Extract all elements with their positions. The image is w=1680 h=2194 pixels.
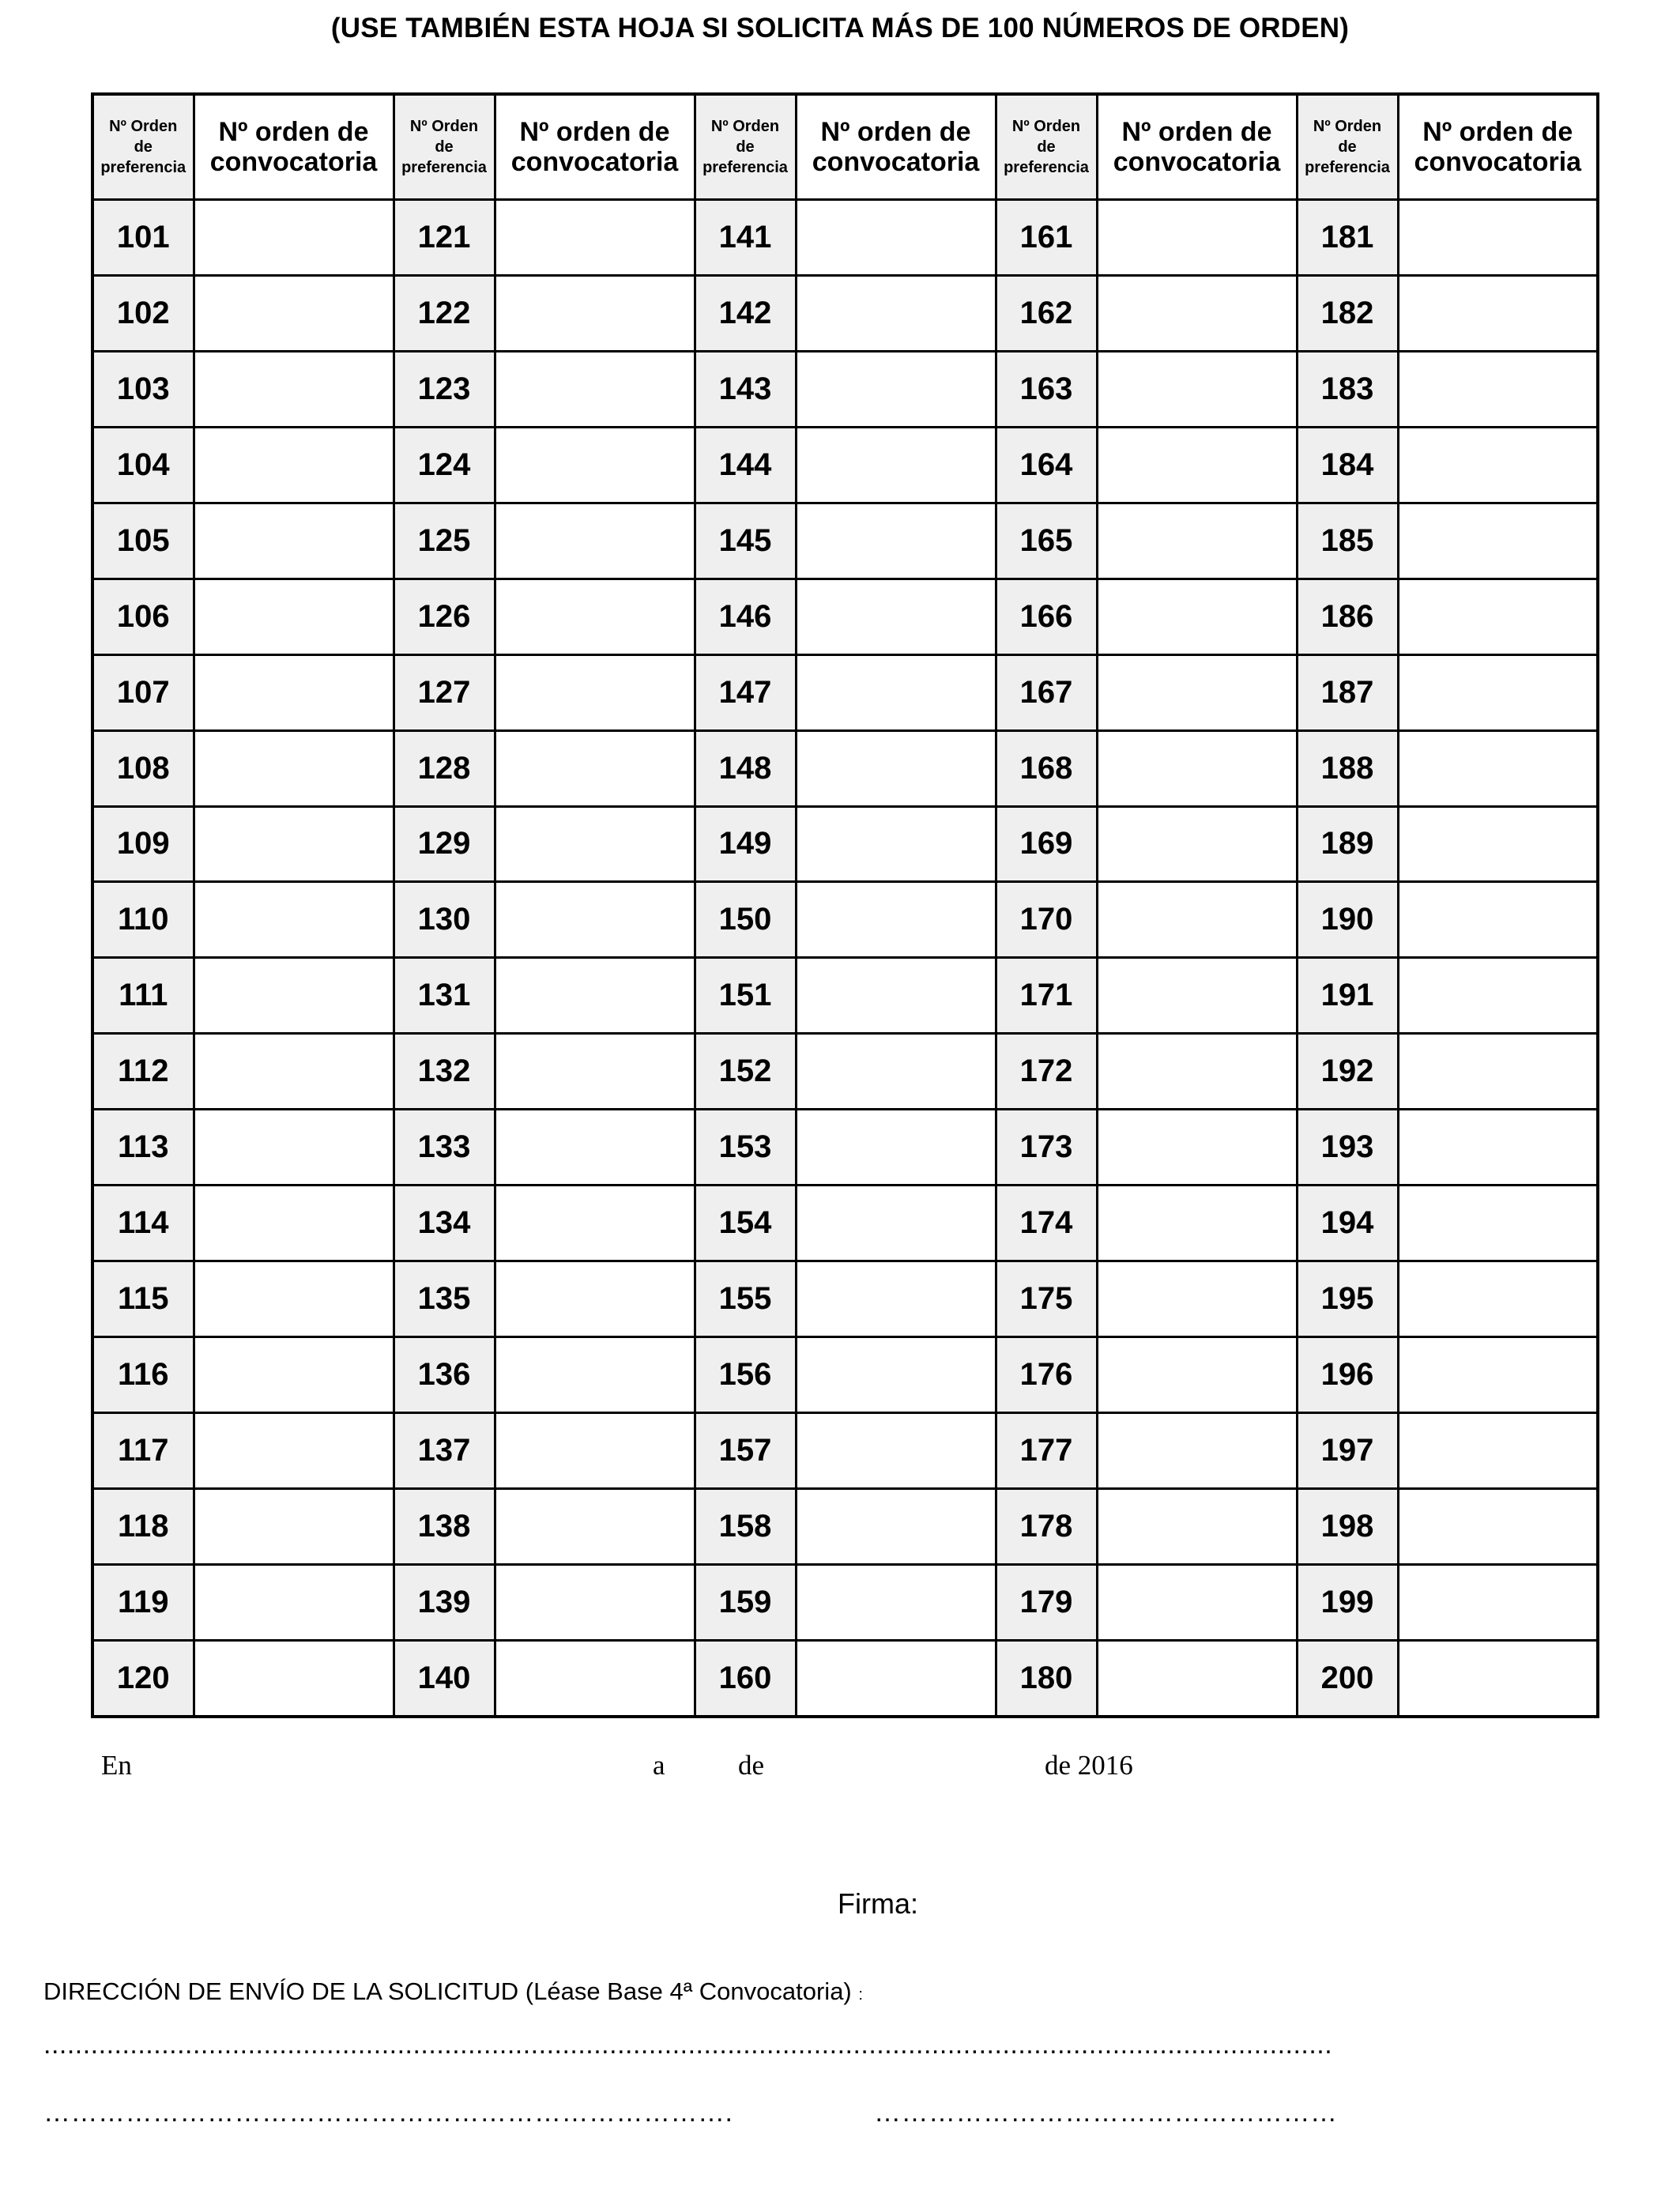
table-row bbox=[92, 1186, 1598, 1261]
address-label bbox=[43, 1977, 863, 2006]
address-line-1: .................................................................................................................................................................... bbox=[43, 2030, 1333, 2060]
preference-number: 125 bbox=[394, 503, 495, 579]
preference-number: 155 bbox=[695, 1261, 796, 1337]
convocatoria-input-cell[interactable] bbox=[796, 1337, 996, 1413]
preference-number: 102 bbox=[92, 275, 194, 351]
convocatoria-input-cell[interactable] bbox=[796, 351, 996, 427]
convocatoria-input-cell[interactable] bbox=[194, 806, 394, 882]
table-row bbox=[92, 654, 1598, 730]
convocatoria-input-cell[interactable] bbox=[1097, 1034, 1297, 1110]
preference-number: 192 bbox=[1297, 1034, 1398, 1110]
preference-number: 126 bbox=[394, 579, 495, 654]
convocatoria-input-cell[interactable] bbox=[495, 275, 695, 351]
convocatoria-input-cell[interactable] bbox=[194, 1337, 394, 1413]
preference-number: 138 bbox=[394, 1488, 495, 1564]
day-label: a bbox=[653, 1750, 665, 1781]
preference-number: 154 bbox=[695, 1186, 796, 1261]
convocatoria-input-cell[interactable] bbox=[194, 1186, 394, 1261]
convocatoria-input-cell[interactable] bbox=[796, 654, 996, 730]
header-pref-line: de bbox=[134, 138, 153, 156]
convocatoria-input-cell[interactable] bbox=[1097, 654, 1297, 730]
header-pref-line: preferencia bbox=[100, 159, 186, 176]
convocatoria-input-cell[interactable] bbox=[1398, 351, 1598, 427]
preference-number: 152 bbox=[695, 1034, 796, 1110]
convocatoria-input-cell[interactable] bbox=[194, 200, 394, 276]
header-conv-line: Nº orden de bbox=[218, 117, 369, 147]
convocatoria-input-cell[interactable] bbox=[495, 1110, 695, 1186]
preference-number: 132 bbox=[394, 1034, 495, 1110]
header-conv-line: convocatoria bbox=[510, 147, 679, 177]
preference-number: 140 bbox=[394, 1640, 495, 1717]
convocatoria-input-cell[interactable] bbox=[495, 1261, 695, 1337]
preference-number: 110 bbox=[92, 882, 194, 958]
header-pref-4 bbox=[996, 94, 1097, 200]
header-conv-line: Nº orden de bbox=[820, 117, 971, 147]
header-pref-line: Nº Orden bbox=[710, 118, 780, 135]
convocatoria-input-cell[interactable] bbox=[194, 351, 394, 427]
preference-number: 185 bbox=[1297, 503, 1398, 579]
table-row bbox=[92, 1413, 1598, 1489]
preference-number: 112 bbox=[92, 1034, 194, 1110]
table-row bbox=[92, 1640, 1598, 1717]
preference-number: 103 bbox=[92, 351, 194, 427]
preference-number: 169 bbox=[996, 806, 1097, 882]
convocatoria-input-cell[interactable] bbox=[495, 806, 695, 882]
convocatoria-input-cell[interactable] bbox=[1097, 1488, 1297, 1564]
preference-number: 134 bbox=[394, 1186, 495, 1261]
convocatoria-input-cell[interactable] bbox=[495, 503, 695, 579]
order-table bbox=[91, 92, 1599, 1718]
preference-number: 174 bbox=[996, 1186, 1097, 1261]
preference-number: 173 bbox=[996, 1110, 1097, 1186]
convocatoria-input-cell[interactable] bbox=[796, 1261, 996, 1337]
preference-number: 116 bbox=[92, 1337, 194, 1413]
convocatoria-input-cell[interactable] bbox=[495, 958, 695, 1034]
preference-number: 162 bbox=[996, 275, 1097, 351]
convocatoria-input-cell[interactable] bbox=[495, 730, 695, 806]
convocatoria-input-cell[interactable] bbox=[1398, 275, 1598, 351]
header-conv-5 bbox=[1398, 94, 1598, 200]
convocatoria-input-cell[interactable] bbox=[495, 427, 695, 503]
convocatoria-input-cell[interactable] bbox=[194, 730, 394, 806]
convocatoria-input-cell[interactable] bbox=[1097, 730, 1297, 806]
preference-number: 149 bbox=[695, 806, 796, 882]
address-label-colon: : bbox=[858, 1986, 863, 2004]
preference-number: 130 bbox=[394, 882, 495, 958]
preference-number: 198 bbox=[1297, 1488, 1398, 1564]
convocatoria-input-cell[interactable] bbox=[194, 1110, 394, 1186]
convocatoria-input-cell[interactable] bbox=[194, 654, 394, 730]
convocatoria-input-cell[interactable] bbox=[194, 275, 394, 351]
header-conv-line: Nº orden de bbox=[1422, 117, 1573, 147]
table-row bbox=[92, 1564, 1598, 1640]
convocatoria-input-cell[interactable] bbox=[1398, 1413, 1598, 1489]
address-label-text: DIRECCIÓN DE ENVÍO DE LA SOLICITUD (Léase Base 4ª Convocatoria) bbox=[43, 1977, 852, 2005]
preference-number: 156 bbox=[695, 1337, 796, 1413]
convocatoria-input-cell[interactable] bbox=[1097, 1640, 1297, 1717]
table-row bbox=[92, 503, 1598, 579]
place-label: En bbox=[101, 1750, 132, 1781]
convocatoria-input-cell[interactable] bbox=[796, 1488, 996, 1564]
preference-number: 181 bbox=[1297, 200, 1398, 276]
convocatoria-input-cell[interactable] bbox=[1398, 503, 1598, 579]
convocatoria-input-cell[interactable] bbox=[1097, 1337, 1297, 1413]
header-conv-line: convocatoria bbox=[1113, 147, 1281, 177]
table-row bbox=[92, 1261, 1598, 1337]
convocatoria-input-cell[interactable] bbox=[194, 427, 394, 503]
header-pref-line: preferencia bbox=[401, 159, 487, 176]
convocatoria-input-cell[interactable] bbox=[495, 1488, 695, 1564]
convocatoria-input-cell[interactable] bbox=[495, 200, 695, 276]
preference-number: 131 bbox=[394, 958, 495, 1034]
preference-number: 109 bbox=[92, 806, 194, 882]
convocatoria-input-cell[interactable] bbox=[1398, 654, 1598, 730]
preference-number: 139 bbox=[394, 1564, 495, 1640]
convocatoria-input-cell[interactable] bbox=[1398, 1110, 1598, 1186]
preference-number: 106 bbox=[92, 579, 194, 654]
convocatoria-input-cell[interactable] bbox=[194, 579, 394, 654]
preference-number: 157 bbox=[695, 1413, 796, 1489]
preference-number: 143 bbox=[695, 351, 796, 427]
preference-number: 124 bbox=[394, 427, 495, 503]
preference-number: 197 bbox=[1297, 1413, 1398, 1489]
convocatoria-input-cell[interactable] bbox=[1398, 579, 1598, 654]
preference-number: 189 bbox=[1297, 806, 1398, 882]
convocatoria-input-cell[interactable] bbox=[495, 1337, 695, 1413]
convocatoria-input-cell[interactable] bbox=[1097, 1186, 1297, 1261]
header-pref-1 bbox=[92, 94, 194, 200]
preference-number: 165 bbox=[996, 503, 1097, 579]
preference-number: 168 bbox=[996, 730, 1097, 806]
convocatoria-input-cell[interactable] bbox=[194, 1640, 394, 1717]
table-row bbox=[92, 730, 1598, 806]
convocatoria-input-cell[interactable] bbox=[1398, 730, 1598, 806]
convocatoria-input-cell[interactable] bbox=[1398, 1261, 1598, 1337]
preference-number: 135 bbox=[394, 1261, 495, 1337]
convocatoria-input-cell[interactable] bbox=[194, 1413, 394, 1489]
preference-number: 176 bbox=[996, 1337, 1097, 1413]
header-pref-line: preferencia bbox=[703, 159, 788, 176]
preference-number: 129 bbox=[394, 806, 495, 882]
convocatoria-input-cell[interactable] bbox=[1097, 427, 1297, 503]
header-pref-line: de bbox=[435, 138, 454, 156]
header-conv-line: convocatoria bbox=[1414, 147, 1582, 177]
header-pref-3 bbox=[695, 94, 796, 200]
convocatoria-input-cell[interactable] bbox=[194, 503, 394, 579]
preference-number: 167 bbox=[996, 654, 1097, 730]
preference-number: 128 bbox=[394, 730, 495, 806]
address-line-2b: …………………………………………… bbox=[874, 2098, 1338, 2128]
convocatoria-input-cell[interactable] bbox=[796, 275, 996, 351]
preference-number: 120 bbox=[92, 1640, 194, 1717]
convocatoria-input-cell[interactable] bbox=[1398, 1488, 1598, 1564]
convocatoria-input-cell[interactable] bbox=[1398, 1034, 1598, 1110]
convocatoria-input-cell[interactable] bbox=[495, 579, 695, 654]
convocatoria-input-cell[interactable] bbox=[1097, 503, 1297, 579]
convocatoria-input-cell[interactable] bbox=[495, 654, 695, 730]
convocatoria-input-cell[interactable] bbox=[1398, 882, 1598, 958]
preference-number: 148 bbox=[695, 730, 796, 806]
header-pref-line: preferencia bbox=[1004, 159, 1089, 176]
header-pref-line: de bbox=[1037, 138, 1056, 156]
preference-number: 158 bbox=[695, 1488, 796, 1564]
preference-number: 180 bbox=[996, 1640, 1097, 1717]
preference-number: 163 bbox=[996, 351, 1097, 427]
convocatoria-input-cell[interactable] bbox=[796, 1640, 996, 1717]
convocatoria-input-cell[interactable] bbox=[796, 806, 996, 882]
header-conv-2 bbox=[495, 94, 695, 200]
header-conv-line: Nº orden de bbox=[1121, 117, 1272, 147]
convocatoria-input-cell[interactable] bbox=[194, 1261, 394, 1337]
convocatoria-input-cell[interactable] bbox=[1097, 1413, 1297, 1489]
convocatoria-input-cell[interactable] bbox=[796, 958, 996, 1034]
convocatoria-input-cell[interactable] bbox=[1398, 958, 1598, 1034]
preference-number: 179 bbox=[996, 1564, 1097, 1640]
preference-number: 142 bbox=[695, 275, 796, 351]
preference-number: 164 bbox=[996, 427, 1097, 503]
preference-number: 146 bbox=[695, 579, 796, 654]
convocatoria-input-cell[interactable] bbox=[495, 351, 695, 427]
convocatoria-input-cell[interactable] bbox=[495, 1186, 695, 1261]
convocatoria-input-cell[interactable] bbox=[796, 730, 996, 806]
preference-number: 172 bbox=[996, 1034, 1097, 1110]
preference-number: 184 bbox=[1297, 427, 1398, 503]
preference-number: 133 bbox=[394, 1110, 495, 1186]
table-row bbox=[92, 1110, 1598, 1186]
convocatoria-input-cell[interactable] bbox=[796, 1413, 996, 1489]
preference-number: 115 bbox=[92, 1261, 194, 1337]
page-title: (USE TAMBIÉN ESTA HOJA SI SOLICITA MÁS DE 100 NÚMEROS DE ORDEN) bbox=[330, 13, 1350, 43]
convocatoria-input-cell[interactable] bbox=[796, 1186, 996, 1261]
header-pref-line: Nº Orden bbox=[1313, 118, 1382, 135]
convocatoria-input-cell[interactable] bbox=[495, 1564, 695, 1640]
header-conv-4 bbox=[1097, 94, 1297, 200]
preference-number: 199 bbox=[1297, 1564, 1398, 1640]
header-conv-line: convocatoria bbox=[209, 147, 378, 177]
header-pref-line: de bbox=[1338, 138, 1357, 156]
preference-number: 171 bbox=[996, 958, 1097, 1034]
preference-number: 153 bbox=[695, 1110, 796, 1186]
table-row bbox=[92, 427, 1598, 503]
preference-number: 147 bbox=[695, 654, 796, 730]
convocatoria-input-cell[interactable] bbox=[1097, 200, 1297, 276]
table-row bbox=[92, 806, 1598, 882]
convocatoria-input-cell[interactable] bbox=[194, 1564, 394, 1640]
preference-number: 117 bbox=[92, 1413, 194, 1489]
header-pref-line: Nº Orden bbox=[409, 118, 479, 135]
convocatoria-input-cell[interactable] bbox=[194, 1488, 394, 1564]
preference-number: 175 bbox=[996, 1261, 1097, 1337]
convocatoria-input-cell[interactable] bbox=[194, 1034, 394, 1110]
preference-number: 151 bbox=[695, 958, 796, 1034]
convocatoria-input-cell[interactable] bbox=[796, 882, 996, 958]
table-row bbox=[92, 882, 1598, 958]
preference-number: 145 bbox=[695, 503, 796, 579]
convocatoria-input-cell[interactable] bbox=[796, 503, 996, 579]
convocatoria-input-cell[interactable] bbox=[1398, 806, 1598, 882]
preference-number: 170 bbox=[996, 882, 1097, 958]
convocatoria-input-cell[interactable] bbox=[1097, 351, 1297, 427]
month-label: de bbox=[738, 1750, 765, 1781]
table-row bbox=[92, 579, 1598, 654]
preference-number: 104 bbox=[92, 427, 194, 503]
preference-number: 190 bbox=[1297, 882, 1398, 958]
preference-number: 191 bbox=[1297, 958, 1398, 1034]
table-row bbox=[92, 1034, 1598, 1110]
convocatoria-input-cell[interactable] bbox=[1097, 579, 1297, 654]
convocatoria-input-cell[interactable] bbox=[1097, 806, 1297, 882]
header-conv-line: convocatoria bbox=[812, 147, 980, 177]
preference-number: 193 bbox=[1297, 1110, 1398, 1186]
header-conv-line: Nº orden de bbox=[519, 117, 670, 147]
preference-number: 114 bbox=[92, 1186, 194, 1261]
signature-label: Firma: bbox=[838, 1887, 918, 1920]
preference-number: 127 bbox=[394, 654, 495, 730]
address-line-2a: …………………………………………………………………. bbox=[43, 2098, 733, 2128]
preference-number: 144 bbox=[695, 427, 796, 503]
header-pref-5 bbox=[1297, 94, 1398, 200]
table-row bbox=[92, 200, 1598, 276]
convocatoria-input-cell[interactable] bbox=[1398, 1337, 1598, 1413]
preference-number: 178 bbox=[996, 1488, 1097, 1564]
preference-number: 108 bbox=[92, 730, 194, 806]
preference-number: 160 bbox=[695, 1640, 796, 1717]
header-pref-line: preferencia bbox=[1305, 159, 1390, 176]
preference-number: 187 bbox=[1297, 654, 1398, 730]
preference-number: 188 bbox=[1297, 730, 1398, 806]
header-pref-2 bbox=[394, 94, 495, 200]
table-row bbox=[92, 958, 1598, 1034]
convocatoria-input-cell[interactable] bbox=[1097, 1110, 1297, 1186]
convocatoria-input-cell[interactable] bbox=[495, 882, 695, 958]
preference-number: 105 bbox=[92, 503, 194, 579]
convocatoria-input-cell[interactable] bbox=[796, 1110, 996, 1186]
header-conv-3 bbox=[796, 94, 996, 200]
preference-number: 123 bbox=[394, 351, 495, 427]
preference-number: 159 bbox=[695, 1564, 796, 1640]
convocatoria-input-cell[interactable] bbox=[1097, 275, 1297, 351]
convocatoria-input-cell[interactable] bbox=[796, 579, 996, 654]
preference-number: 136 bbox=[394, 1337, 495, 1413]
preference-number: 166 bbox=[996, 579, 1097, 654]
preference-number: 182 bbox=[1297, 275, 1398, 351]
convocatoria-input-cell[interactable] bbox=[1398, 1186, 1598, 1261]
preference-number: 118 bbox=[92, 1488, 194, 1564]
preference-number: 183 bbox=[1297, 351, 1398, 427]
convocatoria-input-cell[interactable] bbox=[495, 1413, 695, 1489]
convocatoria-input-cell[interactable] bbox=[1097, 1261, 1297, 1337]
convocatoria-input-cell[interactable] bbox=[495, 1034, 695, 1110]
preference-number: 113 bbox=[92, 1110, 194, 1186]
convocatoria-input-cell[interactable] bbox=[1097, 882, 1297, 958]
convocatoria-input-cell[interactable] bbox=[1398, 1564, 1598, 1640]
preference-number: 186 bbox=[1297, 579, 1398, 654]
table-row bbox=[92, 351, 1598, 427]
convocatoria-input-cell[interactable] bbox=[796, 200, 996, 276]
convocatoria-input-cell[interactable] bbox=[796, 427, 996, 503]
preference-number: 194 bbox=[1297, 1186, 1398, 1261]
header-row bbox=[92, 94, 1598, 200]
header-pref-line: Nº Orden bbox=[109, 118, 178, 135]
convocatoria-input-cell[interactable] bbox=[1097, 958, 1297, 1034]
table-row bbox=[92, 275, 1598, 351]
convocatoria-input-cell[interactable] bbox=[796, 1034, 996, 1110]
table-row bbox=[92, 1488, 1598, 1564]
preference-number: 141 bbox=[695, 200, 796, 276]
preference-number: 195 bbox=[1297, 1261, 1398, 1337]
preference-number: 161 bbox=[996, 200, 1097, 276]
convocatoria-input-cell[interactable] bbox=[495, 1640, 695, 1717]
convocatoria-input-cell[interactable] bbox=[796, 1564, 996, 1640]
convocatoria-input-cell[interactable] bbox=[194, 882, 394, 958]
convocatoria-input-cell[interactable] bbox=[194, 958, 394, 1034]
preference-number: 107 bbox=[92, 654, 194, 730]
preference-number: 121 bbox=[394, 200, 495, 276]
preference-number: 119 bbox=[92, 1564, 194, 1640]
preference-number: 150 bbox=[695, 882, 796, 958]
convocatoria-input-cell[interactable] bbox=[1398, 427, 1598, 503]
preference-number: 200 bbox=[1297, 1640, 1398, 1717]
convocatoria-input-cell[interactable] bbox=[1398, 1640, 1598, 1717]
year-label: de 2016 bbox=[1045, 1750, 1133, 1781]
preference-number: 177 bbox=[996, 1413, 1097, 1489]
preference-number: 122 bbox=[394, 275, 495, 351]
preference-number: 101 bbox=[92, 200, 194, 276]
preference-number: 196 bbox=[1297, 1337, 1398, 1413]
table-row bbox=[92, 1337, 1598, 1413]
preference-number: 137 bbox=[394, 1413, 495, 1489]
header-pref-line: de bbox=[736, 138, 755, 156]
convocatoria-input-cell[interactable] bbox=[1398, 200, 1598, 276]
convocatoria-input-cell[interactable] bbox=[1097, 1564, 1297, 1640]
header-conv-1 bbox=[194, 94, 394, 200]
preference-number: 111 bbox=[92, 958, 194, 1034]
header-pref-line: Nº Orden bbox=[1011, 118, 1081, 135]
